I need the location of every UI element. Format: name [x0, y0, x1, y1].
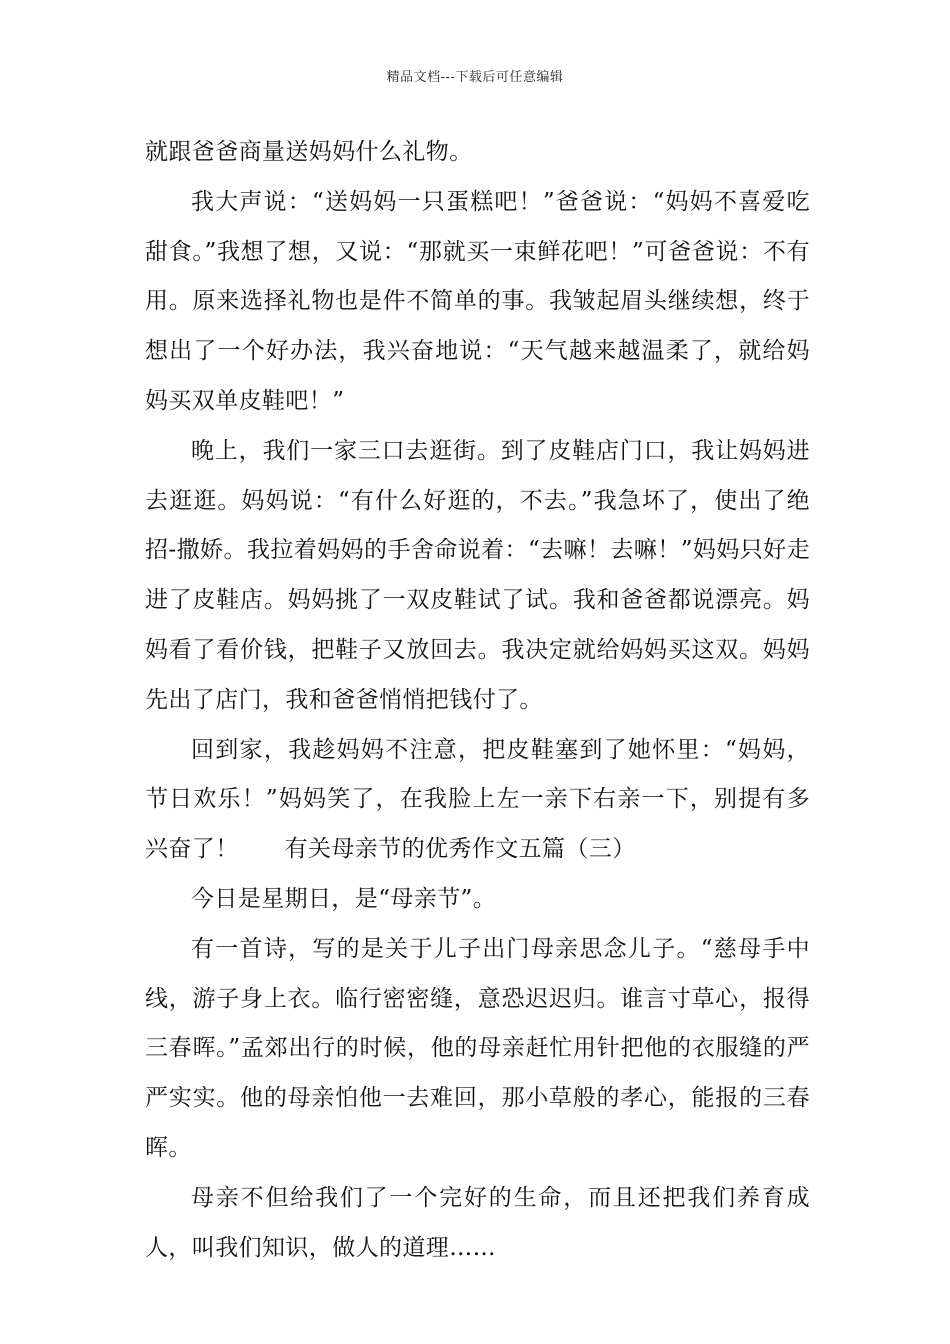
paragraph-4-text: 回到家，我趁妈妈不注意，把皮鞋塞到了她怀里：“妈妈，节日欢乐！”妈妈笑了，在我脸上左一亲下右亲一下，别提有多兴奋了！ [145, 736, 810, 863]
section-title: 有关母亲节的优秀作文五篇（三） [284, 836, 636, 863]
page-header: 精品文档---下载后可任意编辑 [386, 70, 564, 85]
paragraph-6: 有一首诗，写的是关于儿子出门母亲思念儿子。“慈母手中线，游子身上衣。临行密密缝，意恐迟迟归。谁言寸草心，报得三春晖。”孟郊出行的时候，他的母亲赶忙用针把他的衣服缝的严严实实。他的母亲怕他一去难回，那小草般的孝心，能报的三春晖。 [145, 935, 810, 1161]
document-body [145, 128, 810, 1273]
paragraph-5: 今日是星期日，是“母亲节”。 [191, 885, 497, 912]
paragraph-2: 我大声说：“送妈妈一只蛋糕吧！”爸爸说：“妈妈不喜爱吃甜食。”我想了想，又说：“那就买一束鲜花吧！”可爸爸说：不有用。原来选择礼物也是件不简单的事。我皱起眉头继续想，终于想出了一个好办法，我兴奋地说：“天气越来越温柔了，就给妈妈买双单皮鞋吧！” [145, 188, 810, 414]
paragraph-1: 就跟爸爸商量送妈妈什么礼物。 [145, 139, 473, 165]
paragraph-3: 晚上，我们一家三口去逛街。到了皮鞋店门口，我让妈妈进去逛逛。妈妈说：“有什么好逛的，不去。”我急坏了，使出了绝招-撒娇。我拉着妈妈的手舍命说着：“去嘛！去嘛！”妈妈只好走进了皮鞋店。妈妈挑了一双皮鞋试了试。我和爸爸都说漂亮。妈妈看了看价钱，把鞋子又放回去。我决定就给妈妈买这双。妈妈先出了店门，我和爸爸悄悄把钱付了。 [145, 437, 810, 713]
paragraph-7: 母亲不但给我们了一个完好的生命，而且还把我们养育成人，叫我们知识，做人的道理…… [145, 1184, 810, 1261]
paragraph-4 [145, 726, 810, 875]
